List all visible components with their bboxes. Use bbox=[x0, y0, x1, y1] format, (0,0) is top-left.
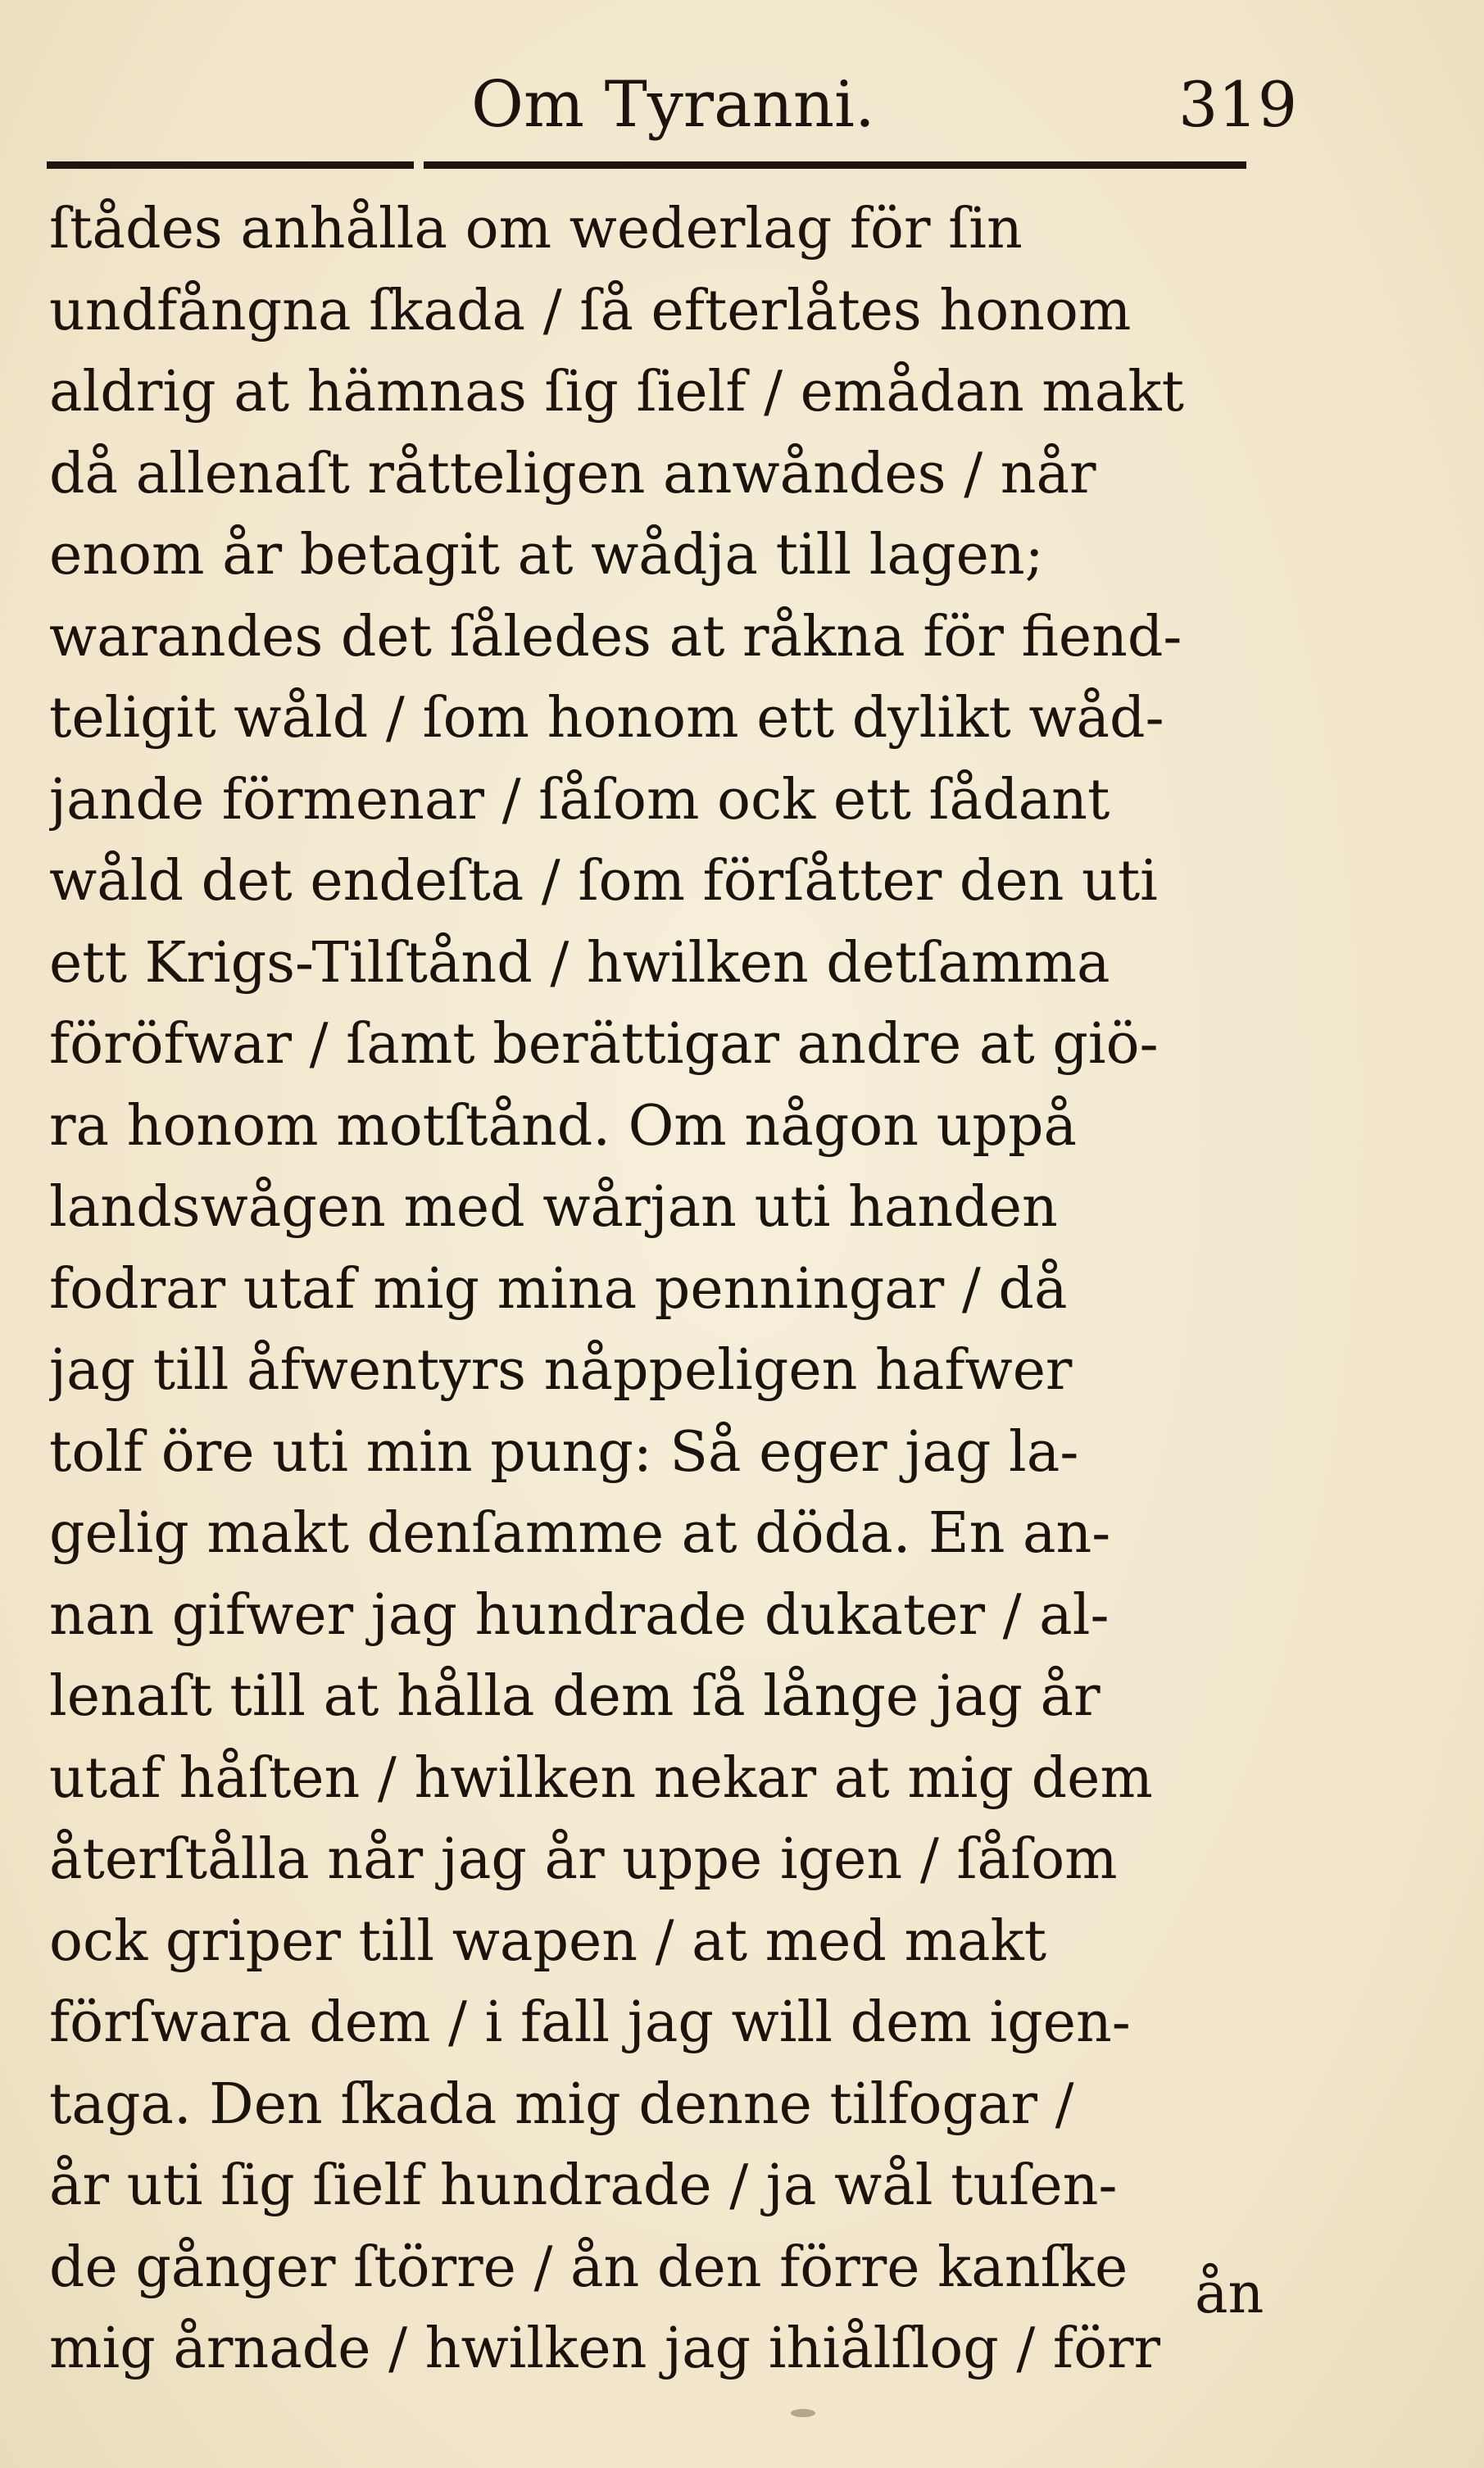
text-line: ra honom motſtånd. Om någon uppå bbox=[49, 1093, 1078, 1159]
header-rule-right bbox=[424, 161, 1246, 169]
text-line: förſwara dem / i fall jag will dem igen- bbox=[49, 1990, 1131, 2055]
text-line: gelig makt denſamme at döda. En an- bbox=[49, 1501, 1111, 1566]
text-line: utaf håſten / hwilken nekar at mig dem bbox=[49, 1745, 1153, 1811]
text-line: de gånger ſtörre / ån den förre kanſke bbox=[49, 2234, 1128, 2300]
text-line: landswågen med wårjan uti handen bbox=[49, 1175, 1058, 1240]
running-title: Om Tyranni. bbox=[471, 68, 875, 142]
text-line: ſtådes anhålla om wederlag för ſin bbox=[49, 197, 1023, 261]
text-line: föröfwar / ſamt berättigar andre at giö- bbox=[49, 1012, 1159, 1077]
text-line: enom år betagit at wådja till lagen; bbox=[49, 523, 1044, 588]
text-line: undfångna ſkada / ſå efterlåtes honom bbox=[49, 278, 1132, 343]
header-rule-left bbox=[47, 161, 414, 169]
text-line: jande förmenar / ſåſom ock ett ſådant bbox=[49, 767, 1110, 832]
text-line: mig årnade / hwilken jag ihiålſlog / förr bbox=[49, 2316, 1161, 2381]
text-line: återſtålla når jag år uppe igen / ſåſom bbox=[49, 1827, 1118, 1892]
text-line: ett Krigs-Tilſtånd / hwilken detſamma bbox=[49, 930, 1110, 996]
text-line: warandes det ſåledes at råkna för fiend- bbox=[49, 604, 1182, 669]
text-line: aldrig at hämnas ſig ſielf / emådan makt bbox=[49, 360, 1184, 424]
text-line: jag till åfwentyrs nåppeligen hafwer bbox=[49, 1338, 1073, 1403]
text-line: tolf öre uti min pung: Så eger jag la- bbox=[49, 1419, 1079, 1485]
text-line: lenaſt till at hålla dem ſå långe jag år bbox=[49, 1664, 1101, 1729]
body-text bbox=[49, 188, 1311, 2390]
text-line: teligit wåld / ſom honom ett dylikt wåd- bbox=[49, 686, 1164, 751]
text-line: år uti ſig ſielf hundrade / ja wål tuſen- bbox=[49, 2153, 1118, 2218]
page-number: 319 bbox=[1178, 68, 1298, 141]
text-line: wåld det endeſta / ſom förſåtter den uti bbox=[49, 849, 1158, 914]
text-line: fodrar utaf mig mina penningar / då bbox=[49, 1256, 1068, 1322]
text-line: ock griper till wapen / at med makt bbox=[49, 1908, 1047, 1974]
ink-smudge bbox=[791, 2409, 815, 2417]
text-line: då allenaſt råtteligen anwåndes / når bbox=[49, 441, 1096, 506]
catchword: ån bbox=[1195, 2262, 1264, 2326]
text-line: taga. Den ſkada mig denne tilfogar / bbox=[49, 2071, 1074, 2137]
text-line: nan gifwer jag hundrade dukater / al- bbox=[49, 1582, 1110, 1648]
